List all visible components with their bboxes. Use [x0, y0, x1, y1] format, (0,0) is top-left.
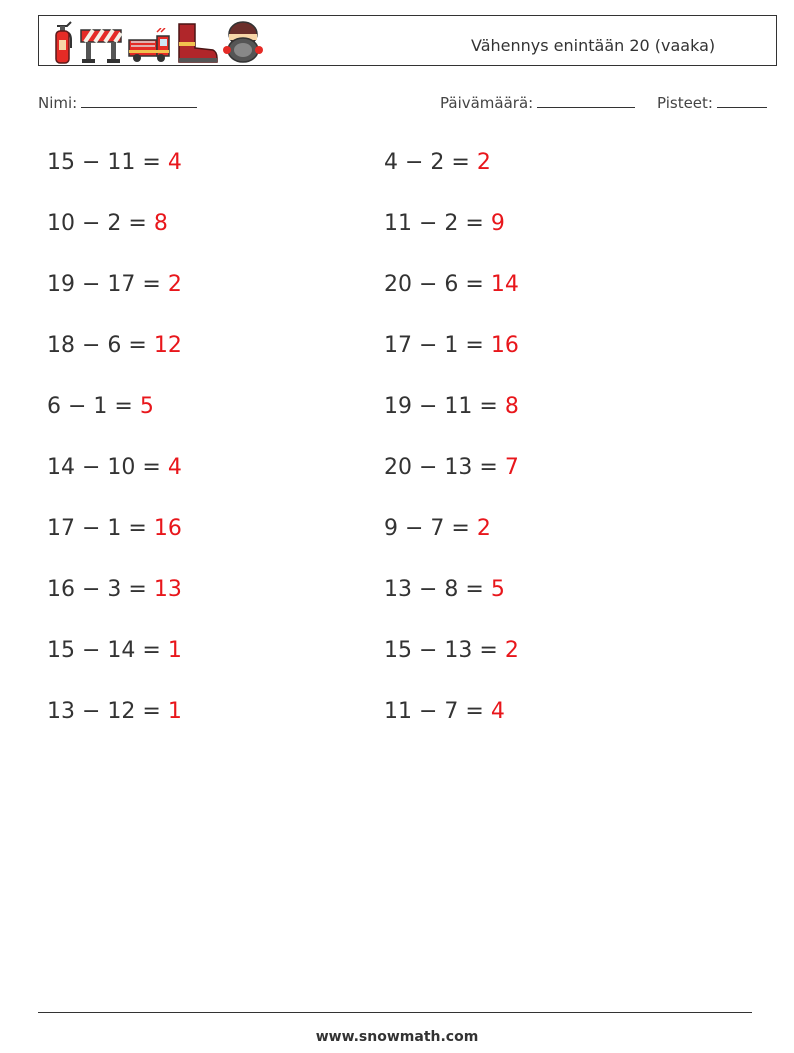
problems-left-column [47, 145, 182, 755]
answer: 13 [153, 577, 182, 602]
answer: 5 [490, 577, 505, 602]
question: 15 − 14 = [47, 638, 168, 663]
question: 15 − 13 = [384, 638, 505, 663]
answer: 2 [504, 638, 519, 663]
answer: 2 [476, 150, 491, 175]
answer: 16 [490, 333, 519, 358]
answer: 4 [490, 699, 505, 724]
problem [47, 633, 182, 694]
score-line [717, 93, 767, 108]
question: 20 − 13 = [384, 455, 505, 480]
name-label: Nimi: [38, 94, 78, 112]
question: 19 − 11 = [384, 394, 505, 419]
problem [384, 389, 519, 450]
question: 17 − 1 = [47, 516, 154, 541]
problem [384, 267, 519, 328]
problem [47, 511, 182, 572]
road-barrier-icon [79, 24, 123, 64]
problem [47, 694, 182, 755]
fire-boot-icon [175, 22, 219, 64]
question: 4 − 2 = [384, 150, 477, 175]
answer: 9 [490, 211, 505, 236]
problem [384, 572, 519, 633]
firefighter-mask-icon [223, 20, 263, 64]
problem [47, 389, 182, 450]
question: 15 − 11 = [47, 150, 168, 175]
answer: 16 [153, 516, 182, 541]
question: 13 − 12 = [47, 699, 168, 724]
problem [384, 694, 519, 755]
question: 6 − 1 = [47, 394, 140, 419]
date-field[interactable] [440, 93, 635, 112]
question: 17 − 1 = [384, 333, 491, 358]
answer: 4 [167, 150, 182, 175]
score-field[interactable] [657, 93, 767, 112]
score-label: Pisteet: [657, 94, 713, 112]
problem [384, 145, 519, 206]
problem [384, 206, 519, 267]
problem [384, 511, 519, 572]
name-line [81, 93, 197, 108]
answer: 5 [139, 394, 154, 419]
question: 20 − 6 = [384, 272, 491, 297]
question: 13 − 8 = [384, 577, 491, 602]
question: 14 − 10 = [47, 455, 168, 480]
question: 9 − 7 = [384, 516, 477, 541]
question: 18 − 6 = [47, 333, 154, 358]
problem [384, 633, 519, 694]
problem [384, 450, 519, 511]
name-field[interactable] [38, 93, 197, 112]
answer: 2 [476, 516, 491, 541]
answer: 2 [167, 272, 182, 297]
problems-right-column [384, 145, 519, 755]
problem [47, 145, 182, 206]
answer: 8 [153, 211, 168, 236]
footer-url[interactable]: www.snowmath.com [315, 1029, 479, 1045]
problem [384, 328, 519, 389]
problem [47, 450, 182, 511]
answer: 1 [167, 638, 182, 663]
problem [47, 267, 182, 328]
question: 16 − 3 = [47, 577, 154, 602]
header-box [38, 15, 777, 66]
answer: 14 [490, 272, 519, 297]
answer: 12 [153, 333, 182, 358]
problem [47, 206, 182, 267]
question: 19 − 17 = [47, 272, 168, 297]
date-label: Päivämäärä: [440, 94, 534, 112]
footer-divider [38, 1012, 752, 1013]
problem [47, 572, 182, 633]
worksheet-title: Vähennys enintään 20 (vaaka) [471, 36, 716, 55]
question: 10 − 2 = [47, 211, 154, 236]
date-line [537, 93, 635, 108]
problem [47, 328, 182, 389]
header-icons [51, 20, 263, 64]
answer: 4 [167, 455, 182, 480]
answer: 1 [167, 699, 182, 724]
answer: 7 [504, 455, 519, 480]
question: 11 − 2 = [384, 211, 491, 236]
fire-truck-icon [127, 28, 171, 64]
fire-extinguisher-icon [51, 20, 75, 64]
answer: 8 [504, 394, 519, 419]
question: 11 − 7 = [384, 699, 491, 724]
